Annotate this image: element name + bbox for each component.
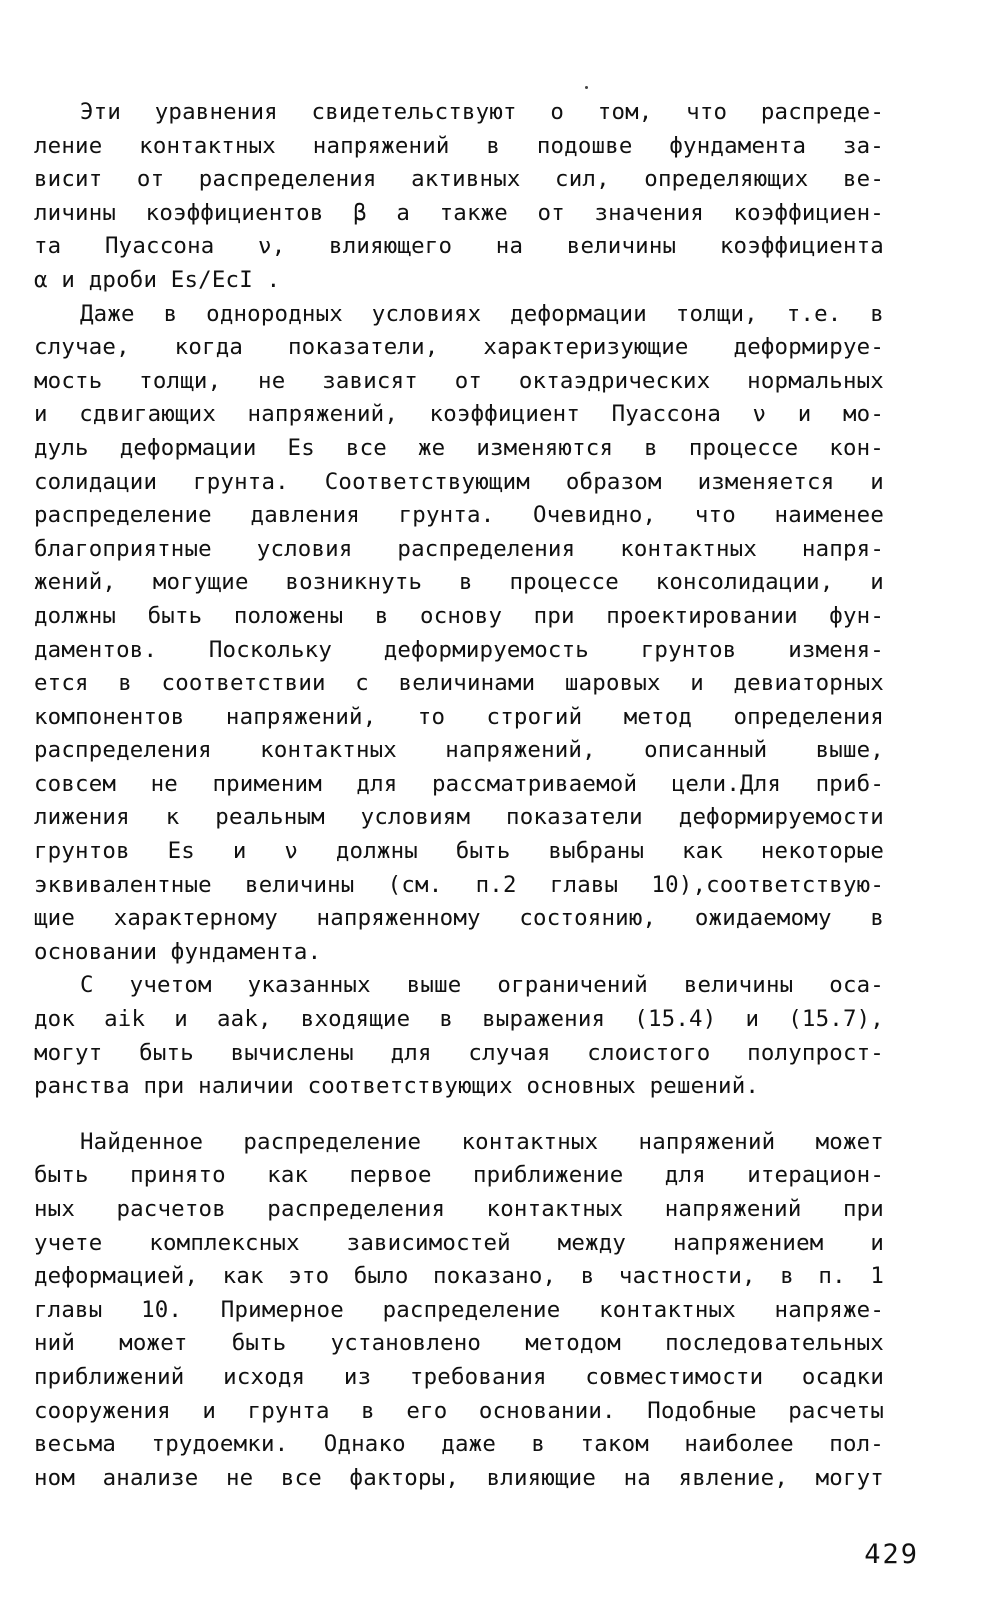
- text-line: ление контактных напряжений в подошве фундамента за-: [34, 132, 884, 159]
- page-body: [34, 96, 884, 1495]
- text-line: ранства при наличии соответствующих основных решений.: [34, 1073, 760, 1100]
- text-line: жений, могущие возникнуть в процессе консолидации, и: [34, 569, 884, 596]
- text-line: весьма трудоемки. Однако даже в таком наиболее пол-: [34, 1431, 884, 1458]
- text-line: главы 10. Примерное распределение контактных напряже-: [34, 1296, 884, 1323]
- text-line: Найденное распределение контактных напряжений может: [80, 1128, 884, 1155]
- paragraph-2: [34, 298, 884, 970]
- text-line: даментов. Поскольку деформируемость грунтов изменя-: [34, 636, 884, 663]
- text-line: приближений исходя из требования совместимости осадки: [34, 1363, 884, 1390]
- text-line: лижения к реальным условиям показатели деформируемости: [34, 804, 884, 831]
- text-line: Эти уравнения свидетельствуют о том, что распреде-: [80, 99, 884, 125]
- text-line: солидации грунта. Соответствующим образом изменяется и: [34, 468, 884, 495]
- text-line: личины коэффициентов β а также от значения коэффициен-: [34, 199, 884, 226]
- paragraph-1: [34, 96, 884, 298]
- text-line: дуль деформации Es все же изменяются в процессе кон-: [34, 434, 884, 461]
- text-line: могут быть вычислены для случая слоистого полупрост-: [34, 1039, 884, 1066]
- text-line: мость толщи, не зависят от октаэдрических нормальных: [34, 367, 884, 394]
- text-line: висит от распределения активных сил, определяющих ве-: [34, 166, 884, 193]
- text-line: быть принято как первое приближение для итерацион-: [34, 1162, 884, 1189]
- text-line: должны быть положены в основу при проектировании фун-: [34, 602, 884, 629]
- text-line: распределение давления грунта. Очевидно, что наименее: [34, 502, 884, 529]
- text-line: благоприятные условия распределения контактных напря-: [34, 535, 884, 562]
- text-line: α и дроби Es/EcI .: [34, 266, 281, 293]
- text-line: и сдвигающих напряжений, коэффициент Пуассона ν и мо-: [34, 401, 884, 428]
- speck: [585, 86, 588, 89]
- text-line: С учетом указанных выше ограничений величины оса-: [80, 972, 884, 999]
- text-line: компонентов напряжений, то строгий метод определения: [34, 703, 884, 730]
- text-line: грунтов Es и ν должны быть выбраны как некоторые: [34, 838, 884, 865]
- text-line: деформацией, как это было показано, в частности, в п. 1: [34, 1263, 884, 1290]
- page-number: 429: [864, 1539, 919, 1570]
- paragraph-gap: [34, 1104, 884, 1126]
- text-line: ном анализе не все факторы, влияющие на явление, могут: [34, 1464, 884, 1491]
- text-line: основании фундамента.: [34, 938, 322, 965]
- text-line: распределения контактных напряжений, описанный выше,: [34, 737, 884, 764]
- text-line: Даже в однородных условиях деформации толщи, т.е. в: [80, 300, 884, 327]
- text-line: док aik и aak, входящие в выражения (15.4) и (15.7),: [34, 1006, 884, 1033]
- text-line: учете комплексных зависимостей между напряжением и: [34, 1229, 884, 1256]
- text-line: та Пуассона ν, влияющего на величины коэффициента: [34, 233, 884, 260]
- text-line: ний может быть установлено методом последовательных: [34, 1330, 884, 1357]
- text-line: совсем не применим для рассматриваемой цели.Для приб-: [34, 770, 884, 797]
- paragraph-3: [34, 969, 884, 1103]
- text-line: сооружения и грунта в его основании. Подобные расчеты: [34, 1397, 884, 1424]
- paragraph-4: [34, 1126, 884, 1496]
- text-line: ется в соответствии с величинами шаровых и девиаторных: [34, 670, 884, 697]
- text-line: щие характерному напряженному состоянию, ожидаемому в: [34, 905, 884, 932]
- text-line: эквивалентные величины (см. п.2 главы 10),соответствую-: [34, 871, 884, 898]
- text-line: случае, когда показатели, характеризующие деформируе-: [34, 334, 884, 361]
- text-line: ных расчетов распределения контактных напряжений при: [34, 1196, 884, 1222]
